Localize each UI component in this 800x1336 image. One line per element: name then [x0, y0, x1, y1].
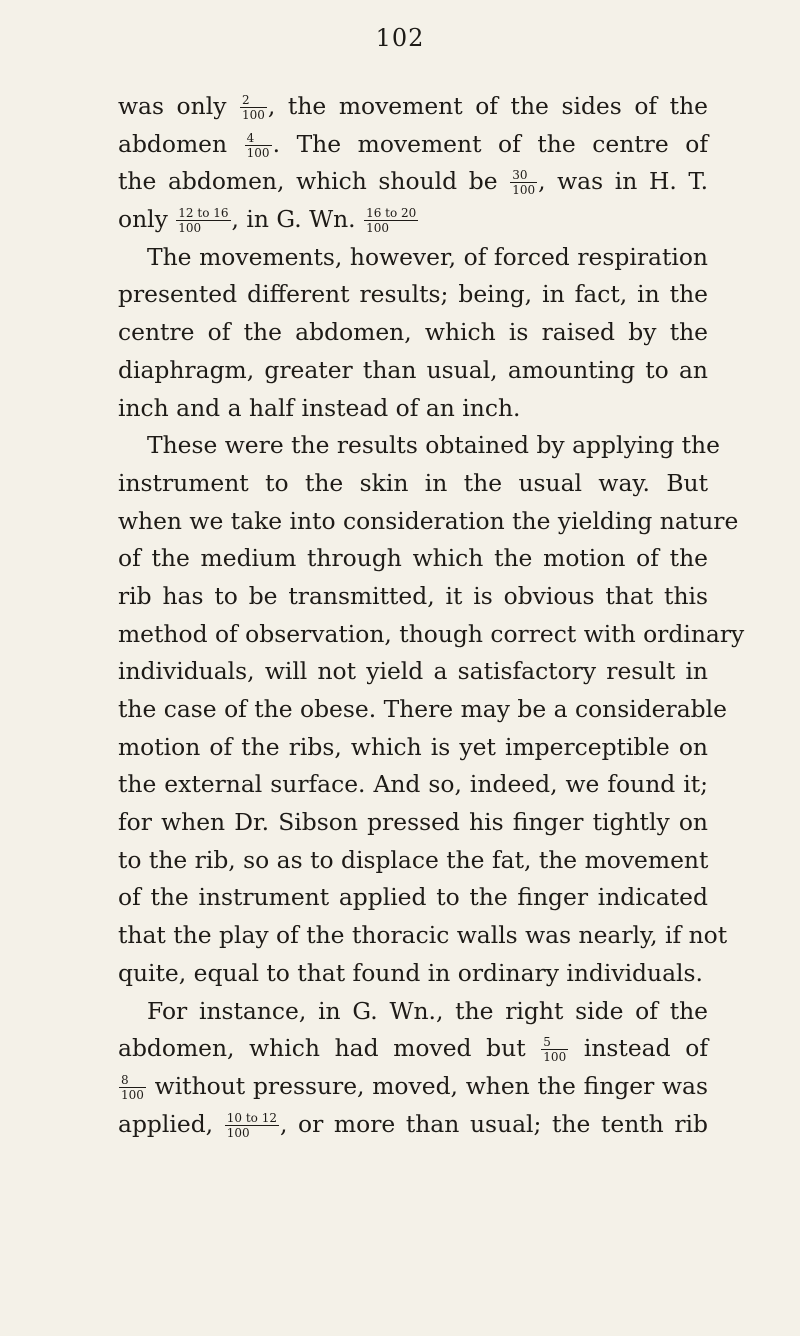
text-line-11: instrument to the skin in the usual way. But — [118, 468, 708, 497]
fraction: $\frac{8}{100}$ — [121, 1072, 144, 1102]
text-line-2: abdomen $\frac{4}{100}$ . The movement of the centre of — [118, 129, 709, 160]
text-line-5: The movements, however, of forced respiration — [147, 242, 708, 271]
body-text — [118, 88, 745, 1143]
fraction: $\frac{16 to 20}{100}$ — [366, 206, 417, 236]
text-line-15: method of observation, though correct with ordinary — [118, 619, 745, 648]
fraction: $\frac{10 to 12}{100}$ — [226, 1110, 277, 1140]
text-line-3: the abdomen, which should be $\frac{30}{100}$ , was in H. T. — [118, 167, 709, 198]
text-line-27: $\frac{8}{100}$ without pressure, moved, when the finger was — [121, 1071, 708, 1102]
text-line-21: to the rib, so as to displace the fat, the movement — [118, 845, 709, 874]
text-line-10: These were the results obtained by applying the — [147, 431, 720, 460]
text-line-25: For instance, in G. Wn., the right side of the — [147, 996, 708, 1025]
text-line-16: individuals, will not yield a satisfactory result in — [118, 657, 708, 686]
text-line-6: presented different results; being, in fact, in the — [118, 280, 708, 309]
text-line-12: when we take into consideration the yielding nature — [118, 506, 739, 535]
text-line-8: diaphragm, greater than usual, amounting to an — [118, 355, 708, 384]
text-line-26: abdomen, which had moved but $\frac{5}{100}$ instead of — [118, 1034, 708, 1065]
fraction: $\frac{12 to 16}{100}$ — [178, 206, 229, 236]
text-line-23: that the play of the thoracic walls was nearly, if not — [118, 921, 728, 950]
fraction: $\frac{2}{100}$ — [242, 93, 265, 123]
text-line-24: quite, equal to that found in ordinary individuals. — [118, 958, 703, 987]
fraction: $\frac{4}{100}$ — [246, 130, 270, 160]
text-line-1: was only $\frac{2}{100}$ , the movement of the sides of the — [118, 92, 708, 123]
text-line-13: of the medium through which the motion of the — [118, 544, 708, 573]
fraction: $\frac{30}{100}$ — [512, 168, 536, 198]
text-line-28: applied, $\frac{10 to 12}{100}$ , or more than usual; the tenth rib — [118, 1109, 708, 1140]
text-line-19: the external surface. And so, indeed, we found it; — [118, 770, 708, 799]
fraction: $\frac{5}{100}$ — [543, 1035, 567, 1065]
text-line-17: the case of the obese. There may be a considerable — [118, 695, 727, 723]
page-number: 102 — [375, 24, 425, 52]
text-line-7: centre of the abdomen, which is raised by the — [118, 318, 708, 347]
text-line-18: motion of the ribs, which is yet imperceptible on — [118, 732, 708, 761]
text-line-22: of the instrument applied to the finger indicated — [118, 883, 708, 912]
text-line-4: only $\frac{12 to 16}{100}$ , in G. Wn. $\frac{16 to 20}{100}$ — [118, 205, 417, 236]
text-line-20: for when Dr. Sibson pressed his finger tightly on — [118, 808, 708, 837]
text-line-14: rib has to be transmitted, it is obvious that this — [118, 581, 708, 610]
text-line-9: inch and a half instead of an inch. — [118, 393, 521, 422]
